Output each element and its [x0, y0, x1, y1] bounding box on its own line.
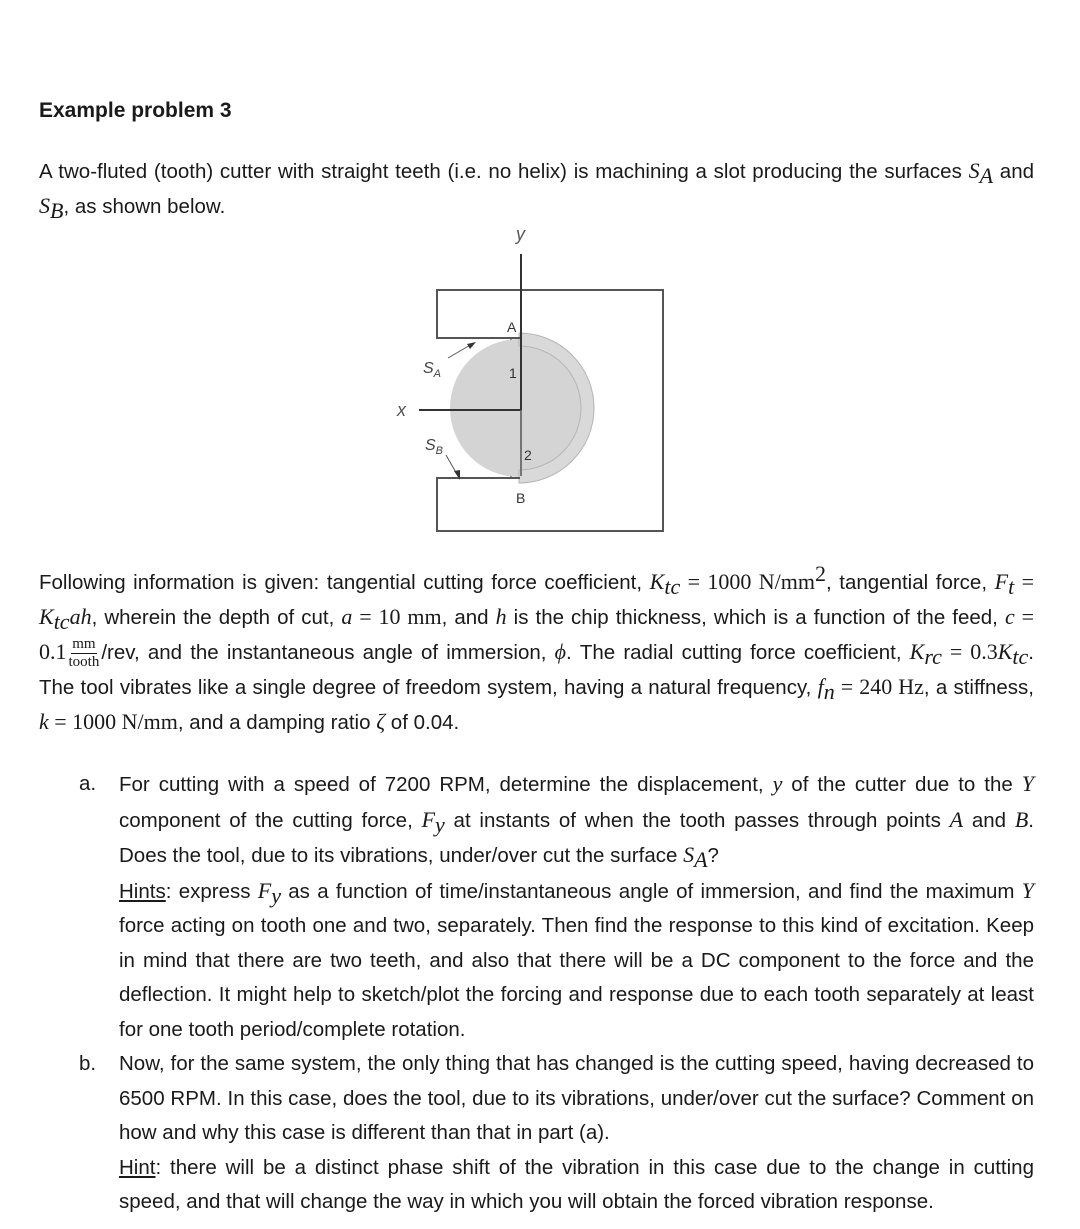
tooth-1-label: 1 [509, 365, 517, 381]
question-a [79, 767, 1034, 1047]
question-b-text: Now, for the same system, the only thing that has changed is the cutting speed, having decreased to 6500 RPM. In this case, does the tool, due to its vibrations, under/over cut the surface? Comment on how and why this case is different than that in part (a). Hint: there will be a distinct phase shift of the vibration in this case due to the change in cutting speed, and that will change the way in which you will obtain the forced vibration response. [119, 1052, 1034, 1213]
question-b [79, 1047, 1034, 1220]
problem-title: Example problem 3 [39, 99, 232, 122]
slot-milling-figure [0, 0, 1080, 560]
surface-b-label: $S_B$ [425, 437, 444, 457]
hint-label: Hints [119, 879, 166, 903]
surface-a-label: $S_A$ [423, 360, 442, 380]
feed-fraction: $\frac{mm}{\text{tooth}}$ [68, 636, 100, 671]
point-a-label: A [507, 319, 517, 335]
point-b-label: B [516, 490, 526, 506]
list-marker: b. [79, 1052, 97, 1075]
given-info-paragraph: Following information is given: tangential cutting force coefficient, $K_{tc} = 1000$ $N/mm^2$, tangential force, $F_t = K_{tc}ah$, wherein the depth of cut, a = 10 mm, and h is the chip thickness, which is a function of the feed, c = 0.1 $\frac{mm}{\text{tooth}}$ /rev, and the instantaneous angle of immersion, ϕ. The radial cutting force coefficient, $K_{rc} = 0.3K_{tc}$. The tool vibrates like a single degree of freedom system, having a natural frequency, $f_n = 240$ Hz, a stiffness, k = 1000 N/mm, and a damping ratio ζ of 0.04. [39, 561, 1035, 735]
y-axis-label: y [516, 224, 525, 244]
question-a-text: For cutting with a speed of 7200 RPM, determine the displacement, y of the cutter due to the Y component of the cutting force, $F_y$ at instants of when the tooth passes through points A and B. Does the tool, due to its vibrations, under/over cut the surface $S_A$? Hints: express $F_y$ as a function of time/instantaneous angle of immersion, and find the maximum Y force acting on tooth one and two, separately. Then find the response to this kind of excitation. Keep in mind that there are two teeth, and also that there will be a DC component to the force and the deflection. It might help to sketch/plot the forcing and response due to each tooth separately at least for one tooth period/complete rotation. [119, 771, 1034, 1041]
question-list [79, 767, 1034, 1220]
tooth-2-label: 2 [524, 447, 532, 463]
x-axis-label: x [397, 400, 406, 420]
list-marker: a. [79, 772, 97, 795]
intro-paragraph: A two-fluted (tooth) cutter with straight teeth (i.e. no helix) is machining a slot producing the surfaces $S_A$ and $S_B$, as shown below. [39, 158, 1034, 224]
hint-label: Hint [119, 1155, 156, 1179]
